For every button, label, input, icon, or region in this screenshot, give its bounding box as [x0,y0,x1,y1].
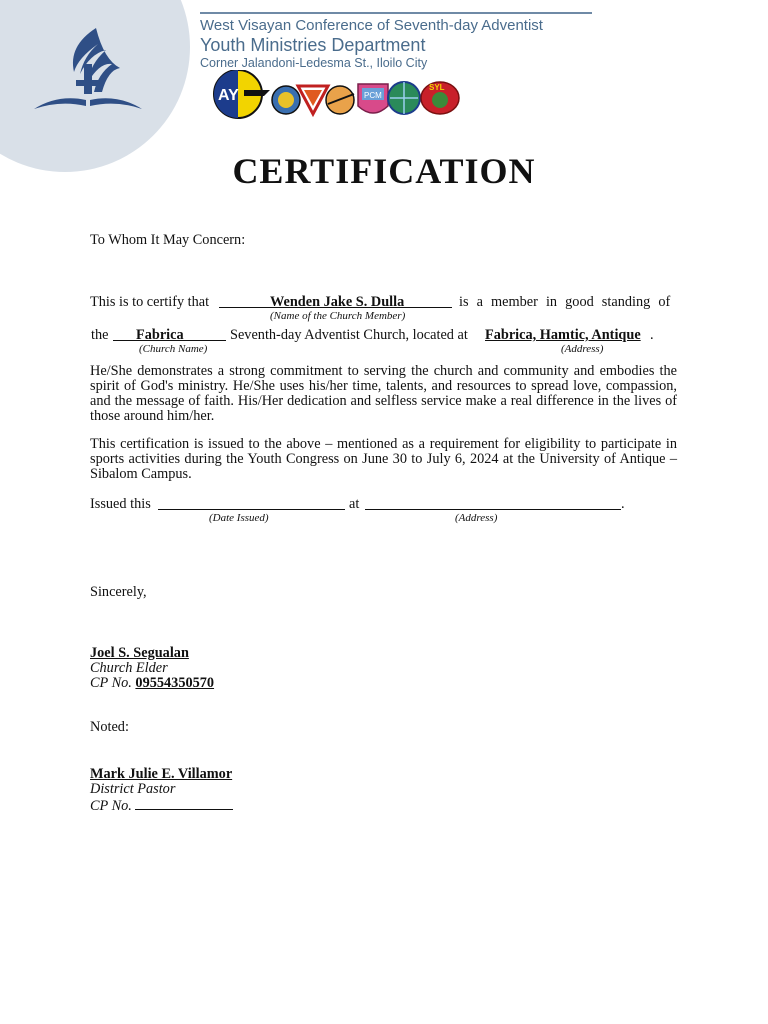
globe-badge-icon [388,82,420,114]
elder-title: Church Elder [90,660,168,676]
member-name-caption: (Name of the Church Member) [270,310,406,322]
pastor-signature-block [90,767,233,814]
conference-name: West Visayan Conference of Seventh-day Adventist [200,17,543,34]
closing: Sincerely, [90,584,147,600]
noted-label: Noted: [90,719,129,735]
pastor-cp-blank[interactable] [135,797,233,810]
ay-badge-icon [214,70,270,118]
department-address: Corner Jalandoni-Ledesma St., Iloilo City [200,56,428,70]
department-name: Youth Ministries Department [200,35,426,55]
church-text: Seventh-day Adventist Church, located at [230,327,468,343]
pastor-name: Mark Julie E. Villamor [90,766,233,782]
pastor-cp-label: CP No. [90,798,132,814]
date-issued-caption: (Date Issued) [209,512,269,524]
church-address: Fabrica, Hamtic, Antique [485,327,641,343]
ministry-badges [200,70,462,120]
date-issued-blank[interactable] [158,497,345,510]
certify-tail: is a member in good standing of [459,294,671,310]
issued-address-caption: (Address) [455,512,498,524]
club-badge-2-icon [326,86,354,114]
syl-badge-label: SYL [429,83,445,92]
church-name-caption: (Church Name) [139,343,208,355]
address-caption: (Address) [561,343,604,355]
letterhead [200,12,592,71]
club-badge-1-icon [272,86,300,114]
issued-address-blank[interactable] [365,497,621,510]
document-title: CERTIFICATION [232,151,536,191]
issued-label: Issued this [90,496,151,512]
elder-signature-block [90,646,214,691]
sda-logo-icon [28,24,148,119]
pcm-badge-icon [358,84,388,113]
member-name: Wenden Jake S. Dulla [270,294,405,310]
issued-line [90,496,677,514]
pastor-title: District Pastor [90,781,176,797]
certify-lead: This is to certify that [90,294,210,310]
letterhead-rule [200,12,592,14]
church-address-period: . [650,327,654,343]
elder-cp-number: 09554350570 [135,675,215,691]
elder-name: Joel S. Segualan [90,645,189,661]
elder-cp-label: CP No. [90,675,132,691]
issued-period: . [621,496,625,512]
ay-badge-label: AY [218,87,239,104]
pathfinder-triangle-icon [298,86,328,114]
purpose-paragraph: This certification is issued to the above – mentioned as a requirement for eligibility to participate in sports activities during the Youth Congress on June 30 to July 6, 2024 at the University of Antique – Sibalom Campus. [90,436,677,482]
the-word: the [91,327,109,343]
syl-badge-icon [421,82,459,114]
church-name: Fabrica [136,327,184,343]
salutation: To Whom It May Concern: [90,232,246,248]
pcm-badge-label: PCM [364,91,382,100]
commitment-paragraph: He/She demonstrates a strong commitment to serving the church and community and embodies the spirit of God's ministry. He/She uses his/her time, talents, and resources to spread love, compassion, and the message of faith. His/Her dedication and selfless service make a real difference in the lives of those around him/her. [90,363,677,424]
issued-at: at [349,496,360,512]
